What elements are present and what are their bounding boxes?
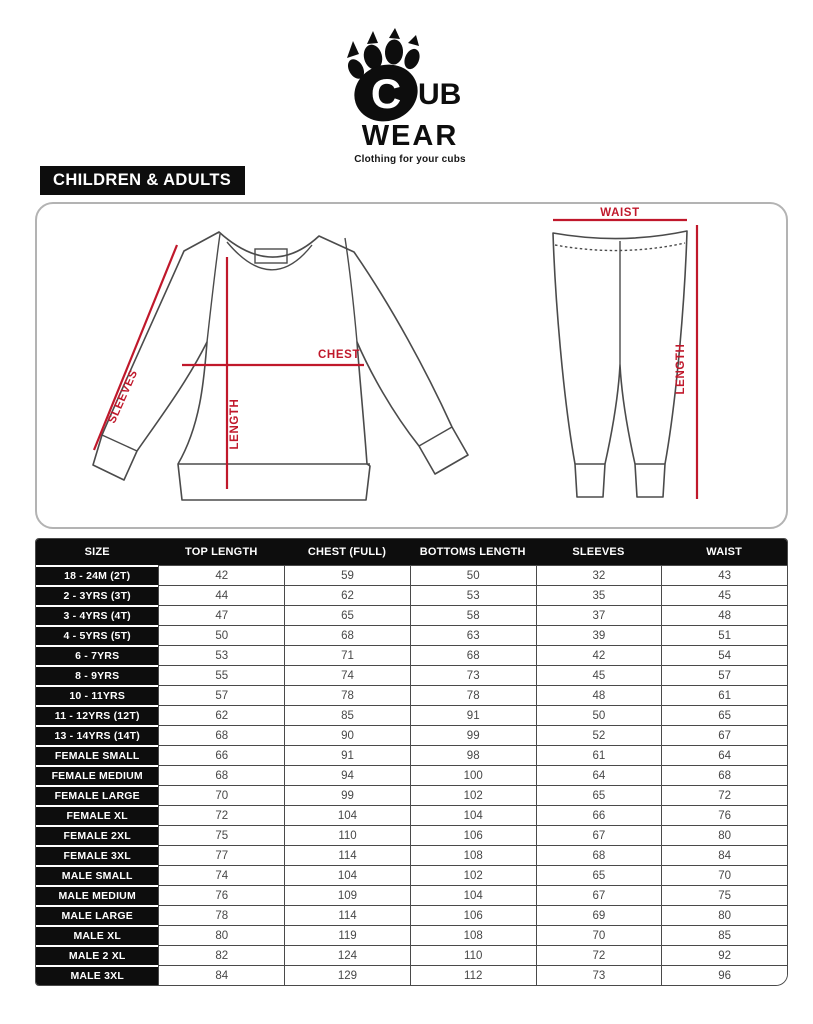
value-cell: 57 — [661, 665, 787, 685]
measurement-diagram-panel — [35, 202, 788, 529]
value-cell: 76 — [661, 805, 787, 825]
value-cell: 70 — [661, 865, 787, 885]
table-row — [36, 785, 787, 805]
chest-label: CHEST — [318, 349, 360, 361]
value-cell: 65 — [661, 705, 787, 725]
value-cell: 70 — [536, 925, 662, 945]
top-length-label: LENGTH — [229, 398, 241, 450]
value-cell: 99 — [284, 785, 410, 805]
size-cell: 2 - 3YRS (3T) — [36, 585, 158, 605]
bottoms-length-label: LENGTH — [675, 343, 687, 395]
value-cell: 66 — [536, 805, 662, 825]
value-cell: 61 — [536, 745, 662, 765]
table-row — [36, 825, 787, 845]
size-cell: MALE MEDIUM — [36, 885, 158, 905]
value-cell: 78 — [158, 905, 284, 925]
table-row — [36, 685, 787, 705]
value-cell: 102 — [410, 785, 536, 805]
size-cell: FEMALE 3XL — [36, 845, 158, 865]
column-header: CHEST (FULL) — [284, 539, 410, 565]
toe-pad — [384, 39, 403, 65]
value-cell: 39 — [536, 625, 662, 645]
table-row — [36, 845, 787, 865]
value-cell: 48 — [661, 605, 787, 625]
size-cell: FEMALE 2XL — [36, 825, 158, 845]
value-cell: 70 — [158, 785, 284, 805]
table-row — [36, 945, 787, 965]
value-cell: 110 — [284, 825, 410, 845]
value-cell: 68 — [661, 765, 787, 785]
value-cell: 50 — [410, 565, 536, 585]
value-cell: 48 — [536, 685, 662, 705]
table-row — [36, 745, 787, 765]
value-cell: 102 — [410, 865, 536, 885]
value-cell: 68 — [284, 625, 410, 645]
value-cell: 64 — [536, 765, 662, 785]
value-cell: 65 — [536, 785, 662, 805]
value-cell: 72 — [661, 785, 787, 805]
value-cell: 62 — [284, 585, 410, 605]
column-header: SIZE — [36, 539, 158, 565]
table-body — [36, 565, 787, 985]
value-cell: 82 — [158, 945, 284, 965]
value-cell: 112 — [410, 965, 536, 985]
size-cell: MALE 3XL — [36, 965, 158, 985]
value-cell: 78 — [410, 685, 536, 705]
value-cell: 85 — [661, 925, 787, 945]
table-row — [36, 965, 787, 985]
waist-label: WAIST — [600, 207, 640, 219]
table-row — [36, 625, 787, 645]
value-cell: 129 — [284, 965, 410, 985]
value-cell: 99 — [410, 725, 536, 745]
value-cell: 80 — [158, 925, 284, 945]
value-cell: 65 — [536, 865, 662, 885]
value-cell: 44 — [158, 585, 284, 605]
value-cell: 58 — [410, 605, 536, 625]
size-cell: FEMALE MEDIUM — [36, 765, 158, 785]
value-cell: 64 — [661, 745, 787, 765]
value-cell: 32 — [536, 565, 662, 585]
pants-diagram — [537, 207, 712, 512]
value-cell: 66 — [158, 745, 284, 765]
size-cell: MALE 2 XL — [36, 945, 158, 965]
table-row — [36, 585, 787, 605]
value-cell: 53 — [158, 645, 284, 665]
claw-shape — [367, 31, 378, 44]
value-cell: 35 — [536, 585, 662, 605]
value-cell: 71 — [284, 645, 410, 665]
value-cell: 91 — [284, 745, 410, 765]
table-row — [36, 565, 787, 585]
column-header: SLEEVES — [536, 539, 662, 565]
size-cell: 8 - 9YRS — [36, 665, 158, 685]
value-cell: 59 — [284, 565, 410, 585]
value-cell: 84 — [158, 965, 284, 985]
toe-pad — [402, 47, 423, 72]
value-cell: 78 — [284, 685, 410, 705]
table-row — [36, 865, 787, 885]
column-header: WAIST — [661, 539, 787, 565]
value-cell: 106 — [410, 905, 536, 925]
size-cell: MALE XL — [36, 925, 158, 945]
value-cell: 68 — [536, 845, 662, 865]
section-title: CHILDREN & ADULTS — [40, 166, 245, 195]
value-cell: 124 — [284, 945, 410, 965]
size-cell: 3 - 4YRS (4T) — [36, 605, 158, 625]
value-cell: 77 — [158, 845, 284, 865]
logo-word-wear: WEAR — [361, 120, 459, 152]
value-cell: 104 — [410, 885, 536, 905]
value-cell: 50 — [536, 705, 662, 725]
value-cell: 109 — [284, 885, 410, 905]
value-cell: 91 — [410, 705, 536, 725]
value-cell: 74 — [284, 665, 410, 685]
value-cell: 90 — [284, 725, 410, 745]
value-cell: 76 — [158, 885, 284, 905]
value-cell: 50 — [158, 625, 284, 645]
table-row — [36, 645, 787, 665]
value-cell: 80 — [661, 905, 787, 925]
sweatshirt-diagram — [92, 222, 472, 517]
column-header: TOP LENGTH — [158, 539, 284, 565]
table-row — [36, 705, 787, 725]
size-cell: 4 - 5YRS (5T) — [36, 625, 158, 645]
value-cell: 67 — [536, 885, 662, 905]
value-cell: 104 — [284, 805, 410, 825]
value-cell: 68 — [158, 725, 284, 745]
table-header-row — [36, 539, 787, 565]
size-cell: MALE SMALL — [36, 865, 158, 885]
logo-letters-ub: UB — [418, 78, 462, 111]
column-header: BOTTOMS LENGTH — [410, 539, 536, 565]
value-cell: 104 — [284, 865, 410, 885]
table-row — [36, 905, 787, 925]
value-cell: 92 — [661, 945, 787, 965]
size-cell: 6 - 7YRS — [36, 645, 158, 665]
table-row — [36, 925, 787, 945]
value-cell: 73 — [410, 665, 536, 685]
value-cell: 110 — [410, 945, 536, 965]
size-cell: 11 - 12YRS (12T) — [36, 705, 158, 725]
value-cell: 57 — [158, 685, 284, 705]
claw-shape — [408, 35, 419, 46]
value-cell: 45 — [661, 585, 787, 605]
size-cell: 13 - 14YRS (14T) — [36, 725, 158, 745]
value-cell: 80 — [661, 825, 787, 845]
value-cell: 72 — [536, 945, 662, 965]
value-cell: 52 — [536, 725, 662, 745]
value-cell: 69 — [536, 905, 662, 925]
value-cell: 53 — [410, 585, 536, 605]
value-cell: 62 — [158, 705, 284, 725]
value-cell: 114 — [284, 845, 410, 865]
value-cell: 119 — [284, 925, 410, 945]
value-cell: 104 — [410, 805, 536, 825]
value-cell: 85 — [284, 705, 410, 725]
value-cell: 55 — [158, 665, 284, 685]
value-cell: 67 — [536, 825, 662, 845]
sleeves-label: SLEEVES — [106, 368, 141, 426]
size-cell: FEMALE SMALL — [36, 745, 158, 765]
value-cell: 67 — [661, 725, 787, 745]
value-cell: 61 — [661, 685, 787, 705]
value-cell: 84 — [661, 845, 787, 865]
value-cell: 94 — [284, 765, 410, 785]
value-cell: 100 — [410, 765, 536, 785]
brand-tagline: Clothing for your cubs — [354, 154, 466, 165]
value-cell: 45 — [536, 665, 662, 685]
value-cell: 72 — [158, 805, 284, 825]
value-cell: 98 — [410, 745, 536, 765]
value-cell: 51 — [661, 625, 787, 645]
table-row — [36, 885, 787, 905]
size-chart-table-wrap — [35, 538, 788, 986]
value-cell: 54 — [661, 645, 787, 665]
value-cell: 73 — [536, 965, 662, 985]
logo-letter-c: C — [370, 70, 402, 117]
value-cell: 65 — [284, 605, 410, 625]
value-cell: 74 — [158, 865, 284, 885]
value-cell: 43 — [661, 565, 787, 585]
claw-shape — [347, 41, 359, 58]
value-cell: 108 — [410, 925, 536, 945]
table-row — [36, 765, 787, 785]
value-cell: 42 — [158, 565, 284, 585]
value-cell: 75 — [661, 885, 787, 905]
size-cell: MALE LARGE — [36, 905, 158, 925]
size-cell: 18 - 24M (2T) — [36, 565, 158, 585]
paw-print-icon — [345, 26, 475, 152]
value-cell: 75 — [158, 825, 284, 845]
size-cell: FEMALE LARGE — [36, 785, 158, 805]
brand-logo — [345, 26, 475, 165]
size-chart-table — [36, 539, 787, 985]
value-cell: 68 — [158, 765, 284, 785]
value-cell: 114 — [284, 905, 410, 925]
value-cell: 68 — [410, 645, 536, 665]
value-cell: 37 — [536, 605, 662, 625]
value-cell: 106 — [410, 825, 536, 845]
claw-shape — [389, 28, 400, 39]
table-row — [36, 725, 787, 745]
value-cell: 96 — [661, 965, 787, 985]
value-cell: 63 — [410, 625, 536, 645]
size-cell: 10 - 11YRS — [36, 685, 158, 705]
table-row — [36, 665, 787, 685]
table-row — [36, 605, 787, 625]
value-cell: 42 — [536, 645, 662, 665]
value-cell: 108 — [410, 845, 536, 865]
table-row — [36, 805, 787, 825]
value-cell: 47 — [158, 605, 284, 625]
size-cell: FEMALE XL — [36, 805, 158, 825]
